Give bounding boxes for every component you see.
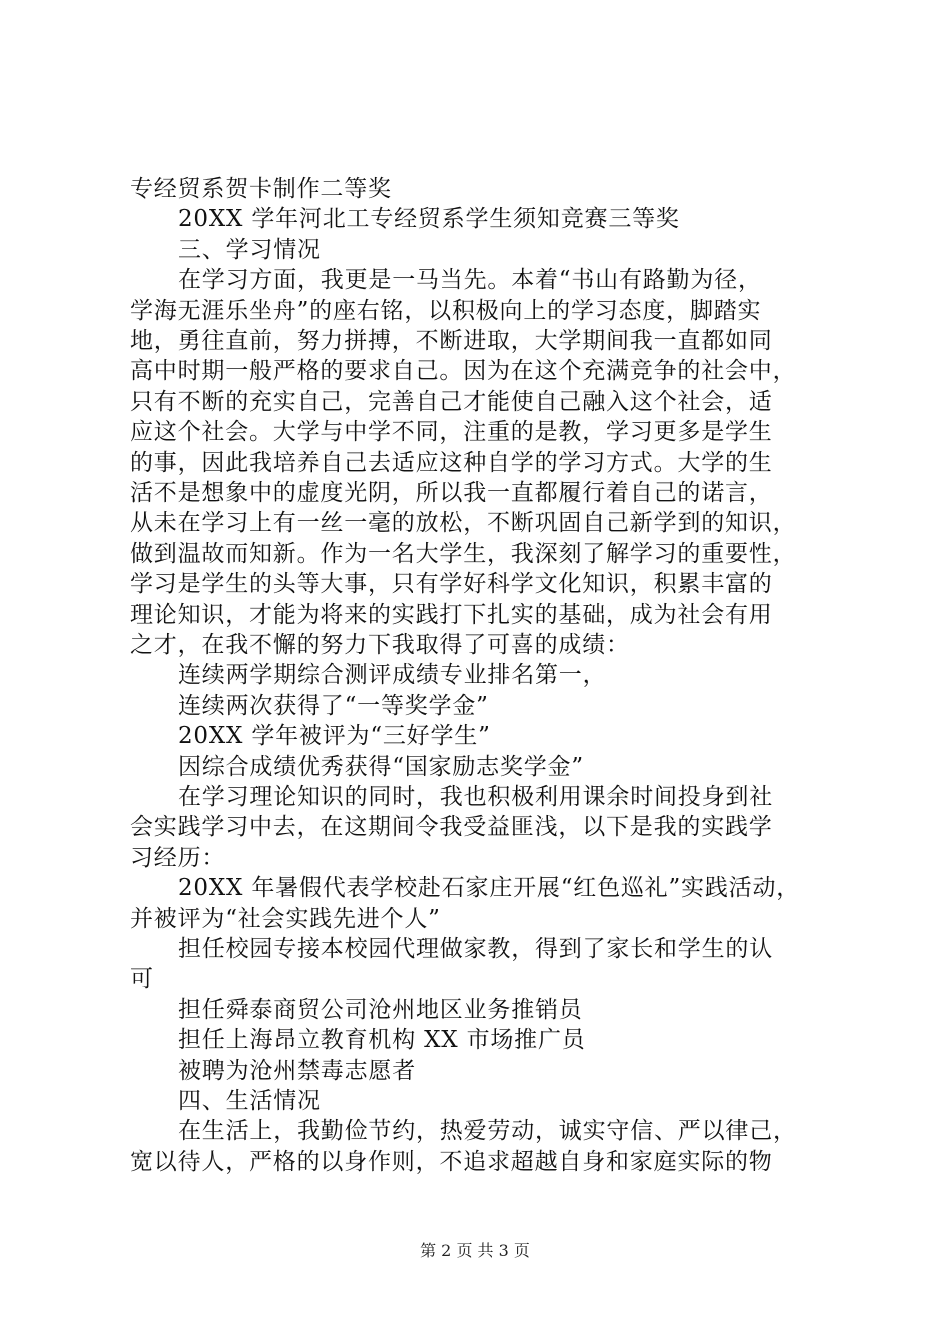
practice-item: 20XX 年暑假代表学校赴石家庄开展“红色巡礼”实践活动，	[178, 875, 801, 902]
section-heading: 四、生活情况	[178, 1088, 321, 1114]
text-line: 的事，因此我培养自己去适应这种自学的学习方式。大学的生	[130, 449, 773, 476]
section-heading: 三、学习情况	[178, 236, 321, 263]
text-line: 高中时期一般严格的要求自己。因为在这个充满竞争的社会中，	[130, 358, 797, 385]
text-line: 专经贸系贺卡制作二等奖	[130, 176, 392, 202]
text-line: 学海无涯乐坐舟”的座右铭，以积极向上的学习态度，脚踏实	[130, 297, 762, 324]
text-line: 在学习方面，我更是一马当先。本着“书山有路勤为径，	[178, 267, 762, 294]
practice-item: 被聘为沧州禁毒志愿者	[178, 1057, 416, 1084]
text-line: 在生活上，我勤俭节约，热爱劳动，诚实守信、严以律己，	[178, 1118, 797, 1145]
achievement-item: 因综合成绩优秀获得“国家励志奖学金”	[178, 753, 584, 780]
practice-item: 担任校园专接本校园代理做家教，得到了家长和学生的认	[178, 936, 773, 962]
text-line: 应这个社会。大学与中学不同，注重的是教，学习更多是学生	[130, 419, 773, 446]
page-number: 第 2 页 共 3 页	[420, 1241, 530, 1260]
text-line: 地，勇往直前，努力拼搏，不断进取，大学期间我一直都如同	[130, 328, 773, 354]
text-line: 在学习理论知识的同时，我也积极利用课余时间投身到社	[178, 784, 773, 810]
text-line: 20XX 学年河北工专经贸系学生须知竞赛三等奖	[178, 206, 680, 233]
practice-item: 担任上海昂立教育机构 XX 市场推广员	[178, 1027, 586, 1054]
text-line: 宽以待人，严格的以身作则，不追求超越自身和家庭实际的物	[130, 1148, 773, 1175]
text-line: 可	[130, 966, 154, 993]
text-line: 学习是学生的头等大事，只有学好科学文化知识，积累丰富的	[130, 571, 773, 598]
text-line: 会实践学习中去，在这期间令我受益匪浅，以下是我的实践学	[130, 814, 773, 841]
text-line: 理论知识，才能为将来的实践打下扎实的基础，成为社会有用	[130, 601, 773, 628]
achievement-item: 20XX 学年被评为“三好学生”	[178, 723, 491, 750]
text-line: 做到温故而知新。作为一名大学生，我深刻了解学习的重要性，	[130, 540, 797, 567]
text-line: 只有不断的充实自己，完善自己才能使自己融入这个社会，适	[130, 388, 773, 415]
text-line: 活不是想象中的虚度光阴，所以我一直都履行着自己的诺言，	[130, 480, 773, 506]
text-line: 习经历：	[130, 844, 226, 871]
practice-item: 担任舜泰商贸公司沧州地区业务推销员	[178, 996, 583, 1023]
text-line: 并被评为“社会实践先进个人”	[130, 905, 441, 932]
achievement-item: 连续两次获得了“一等奖学金”	[178, 692, 489, 719]
text-line: 从未在学习上有一丝一毫的放松，不断巩固自己新学到的知识，	[130, 510, 797, 537]
text-line: 之才，在我不懈的努力下我取得了可喜的成绩：	[130, 632, 630, 658]
achievement-item: 连续两学期综合测评成绩专业排名第一，	[178, 662, 607, 689]
